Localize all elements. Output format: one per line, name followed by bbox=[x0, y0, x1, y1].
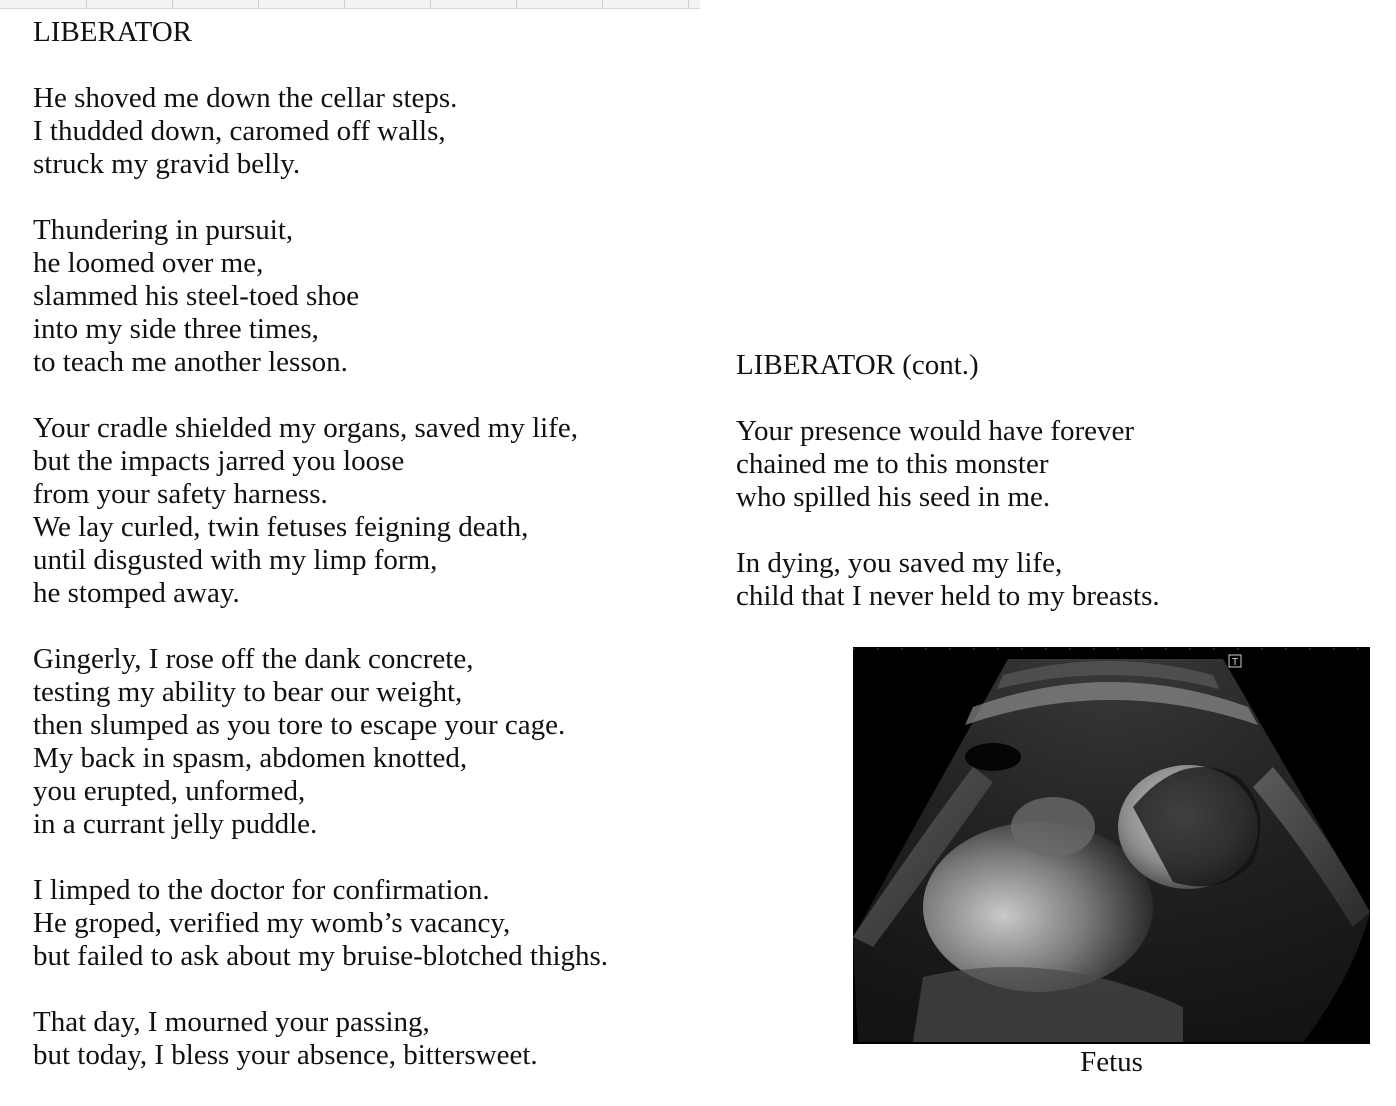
stanza bbox=[33, 412, 713, 610]
ruler-tick bbox=[688, 0, 689, 8]
poem-line: Your cradle shielded my organs, saved my life, bbox=[33, 412, 578, 444]
poem-line: from your safety harness. bbox=[33, 478, 328, 510]
poem-line: but failed to ask about my bruise-blotched thighs. bbox=[33, 940, 609, 972]
poem-right-column bbox=[736, 349, 1366, 613]
stanza bbox=[33, 643, 713, 841]
stanza bbox=[33, 874, 713, 973]
poem-title: LIBERATOR bbox=[33, 16, 192, 48]
dark-pocket bbox=[965, 743, 1021, 771]
poem-line: in a currant jelly puddle. bbox=[33, 808, 318, 840]
stanza bbox=[33, 214, 713, 379]
stanza bbox=[736, 415, 1366, 514]
stanza bbox=[736, 547, 1366, 613]
document-ruler bbox=[0, 0, 700, 9]
poem-line: I thudded down, caromed off walls, bbox=[33, 115, 446, 147]
poem-line: he loomed over me, bbox=[33, 247, 264, 279]
poem-line: chained me to this monster bbox=[736, 448, 1049, 480]
ultrasound-image bbox=[853, 647, 1370, 1044]
ruler-tick bbox=[86, 0, 87, 8]
poem-line: Gingerly, I rose off the dank concrete, bbox=[33, 643, 474, 675]
poem-line: I limped to the doctor for confirmation. bbox=[33, 874, 490, 906]
poem-line: Thundering in pursuit, bbox=[33, 214, 294, 246]
ruler-tick bbox=[602, 0, 603, 8]
ruler-tick bbox=[430, 0, 431, 8]
poem-line: into my side three times, bbox=[33, 313, 319, 345]
fetal-limb bbox=[1011, 797, 1095, 857]
corner-marker bbox=[1229, 655, 1241, 668]
poem-line: slammed his steel-toed shoe bbox=[33, 280, 360, 312]
poem-line: We lay curled, twin fetuses feigning death, bbox=[33, 511, 529, 543]
poem-line: child that I never held to my breasts. bbox=[736, 580, 1160, 612]
ruler-tick bbox=[516, 0, 517, 8]
poem-line: but today, I bless your absence, bittersweet. bbox=[33, 1039, 538, 1071]
poem-line: but the impacts jarred you loose bbox=[33, 445, 405, 477]
poem-line: He groped, verified my womb’s vacancy, bbox=[33, 907, 511, 939]
poem-line: In dying, you saved my life, bbox=[736, 547, 1063, 579]
poem-line: to teach me another lesson. bbox=[33, 346, 348, 378]
poem-line: He shoved me down the cellar steps. bbox=[33, 82, 458, 114]
poem-line: you erupted, unformed, bbox=[33, 775, 306, 807]
poem-line: That day, I mourned your passing, bbox=[33, 1006, 430, 1038]
corner-label: T bbox=[1231, 657, 1239, 668]
stanza bbox=[33, 82, 713, 181]
ruler-tick bbox=[258, 0, 259, 8]
poem-title-continued: LIBERATOR (cont.) bbox=[736, 349, 979, 381]
ultrasound-graphic bbox=[853, 647, 1370, 1044]
ruler-tick bbox=[172, 0, 173, 8]
poem-line: Your presence would have forever bbox=[736, 415, 1135, 447]
poem-line: he stomped away. bbox=[33, 577, 240, 609]
poem-line: then slumped as you tore to escape your cage. bbox=[33, 709, 566, 741]
poem-line: who spilled his seed in me. bbox=[736, 481, 1051, 513]
ruler-tick bbox=[344, 0, 345, 8]
stanza bbox=[33, 1006, 713, 1072]
poem-line: struck my gravid belly. bbox=[33, 148, 301, 180]
poem-line: until disgusted with my limp form, bbox=[33, 544, 438, 576]
poem-line: testing my ability to bear our weight, bbox=[33, 676, 463, 708]
image-caption: Fetus bbox=[1080, 1046, 1143, 1078]
poem-line: My back in spasm, abdomen knotted, bbox=[33, 742, 468, 774]
poem-left-column bbox=[33, 16, 713, 1072]
